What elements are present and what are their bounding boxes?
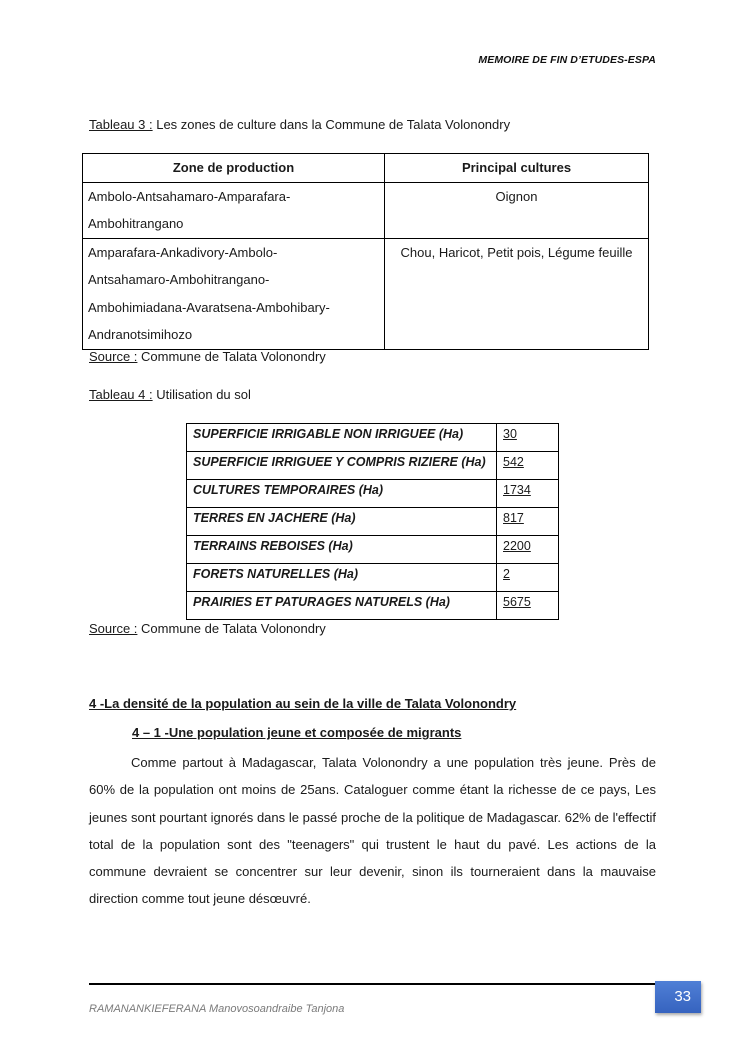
zone-line: Amparafara-Ankadivory-Ambolo-: [88, 244, 278, 260]
land-use-label: FORETS NATURELLES (Ha): [187, 564, 497, 592]
land-use-value: 542: [497, 452, 559, 480]
column-header-cultures: Principal cultures: [385, 154, 649, 183]
table4-caption-text: Utilisation du sol: [152, 387, 251, 402]
subsection-heading: 4 – 1 -Une population jeune et composée de migrants: [132, 725, 462, 740]
cultures-cell: Chou, Haricot, Petit pois, Légume feuille: [385, 238, 649, 349]
land-use-label: SUPERFICIE IRRIGABLE NON IRRIGUEE (Ha): [187, 424, 497, 452]
land-use-label: PRAIRIES ET PATURAGES NATURELS (Ha): [187, 592, 497, 620]
running-header-title: MEMOIRE DE FIN D’ETUDES-ESPA: [478, 54, 656, 66]
cultures-cell: Oignon: [385, 182, 649, 238]
paragraph-text: Comme partout à Madagascar, Talata Volonondry a une population très jeune. Près de 60% de la population ont moins de 25ans. Cataloguer comme étant la richesse de ce pays, Les jeunes sont pourtant ignorés dans le passé proche de la politique de Madagascar. 62% de l'effectif total de la population sont des "teenagers" qui trustent le haut du pavé. Les actions de la commune devraient se concentrer sur leur devenir, sinon ils tourneraient dans la mauvaise direction comme tout jeune désœuvré.: [89, 755, 656, 907]
table-row: [187, 424, 559, 452]
land-use-label: SUPERFICIE IRRIGUEE Y COMPRIS RIZIERE (Ha): [187, 452, 497, 480]
land-use-value: 2200: [497, 536, 559, 564]
table4-source: [89, 621, 326, 636]
table-row: [187, 480, 559, 508]
table-production-zones: [82, 153, 649, 350]
footer-divider: [89, 983, 677, 985]
body-paragraph: [89, 749, 656, 913]
footer-author: RAMANANKIEFERANA Manovosoandraibe Tanjona: [89, 1003, 345, 1015]
zone-cell: [83, 182, 385, 238]
zone-line: Antsahamaro-Ambohitrangano-: [88, 272, 270, 287]
table3-source: [89, 349, 326, 364]
land-use-value: 817: [497, 508, 559, 536]
zone-line: Ambolo-Antsahamaro-Amparafara-: [88, 188, 291, 204]
land-use-value: 1734: [497, 480, 559, 508]
table3-caption-label: Tableau 3 :: [89, 117, 153, 132]
land-use-label: CULTURES TEMPORAIRES (Ha): [187, 480, 497, 508]
source-label: Source :: [89, 349, 138, 364]
table-row: [187, 452, 559, 480]
table-row: [187, 592, 559, 620]
source-label: Source :: [89, 621, 138, 636]
table3-caption: [89, 117, 510, 132]
zone-line: Ambohitrangano: [88, 216, 184, 231]
zone-line: Andranotsimihozo: [88, 327, 193, 342]
zone-line: Ambohimiadana-Avaratsena-Ambohibary-: [88, 299, 330, 315]
table-row: [83, 238, 649, 349]
land-use-label: TERRAINS REBOISES (Ha): [187, 536, 497, 564]
table-row: [83, 182, 649, 238]
table-row: [187, 564, 559, 592]
table-row: [187, 536, 559, 564]
source-text: Commune de Talata Volonondry: [137, 621, 326, 636]
table4-caption-label: Tableau 4 :: [89, 387, 153, 402]
source-text: Commune de Talata Volonondry: [137, 349, 326, 364]
table4-caption: [89, 387, 251, 402]
table-land-use: [186, 423, 559, 620]
table-row: [187, 508, 559, 536]
land-use-value: 30: [497, 424, 559, 452]
table3-caption-text: Les zones de culture dans la Commune de Talata Volonondry: [152, 117, 511, 132]
table-header-row: [83, 154, 649, 183]
zone-cell: [83, 238, 385, 349]
page-number-badge: 33: [655, 981, 701, 1013]
column-header-zone: Zone de production: [83, 154, 385, 183]
land-use-value: 2: [497, 564, 559, 592]
land-use-label: TERRES EN JACHERE (Ha): [187, 508, 497, 536]
land-use-value: 5675: [497, 592, 559, 620]
section-heading: 4 -La densité de la population au sein de la ville de Talata Volonondry: [89, 696, 517, 711]
